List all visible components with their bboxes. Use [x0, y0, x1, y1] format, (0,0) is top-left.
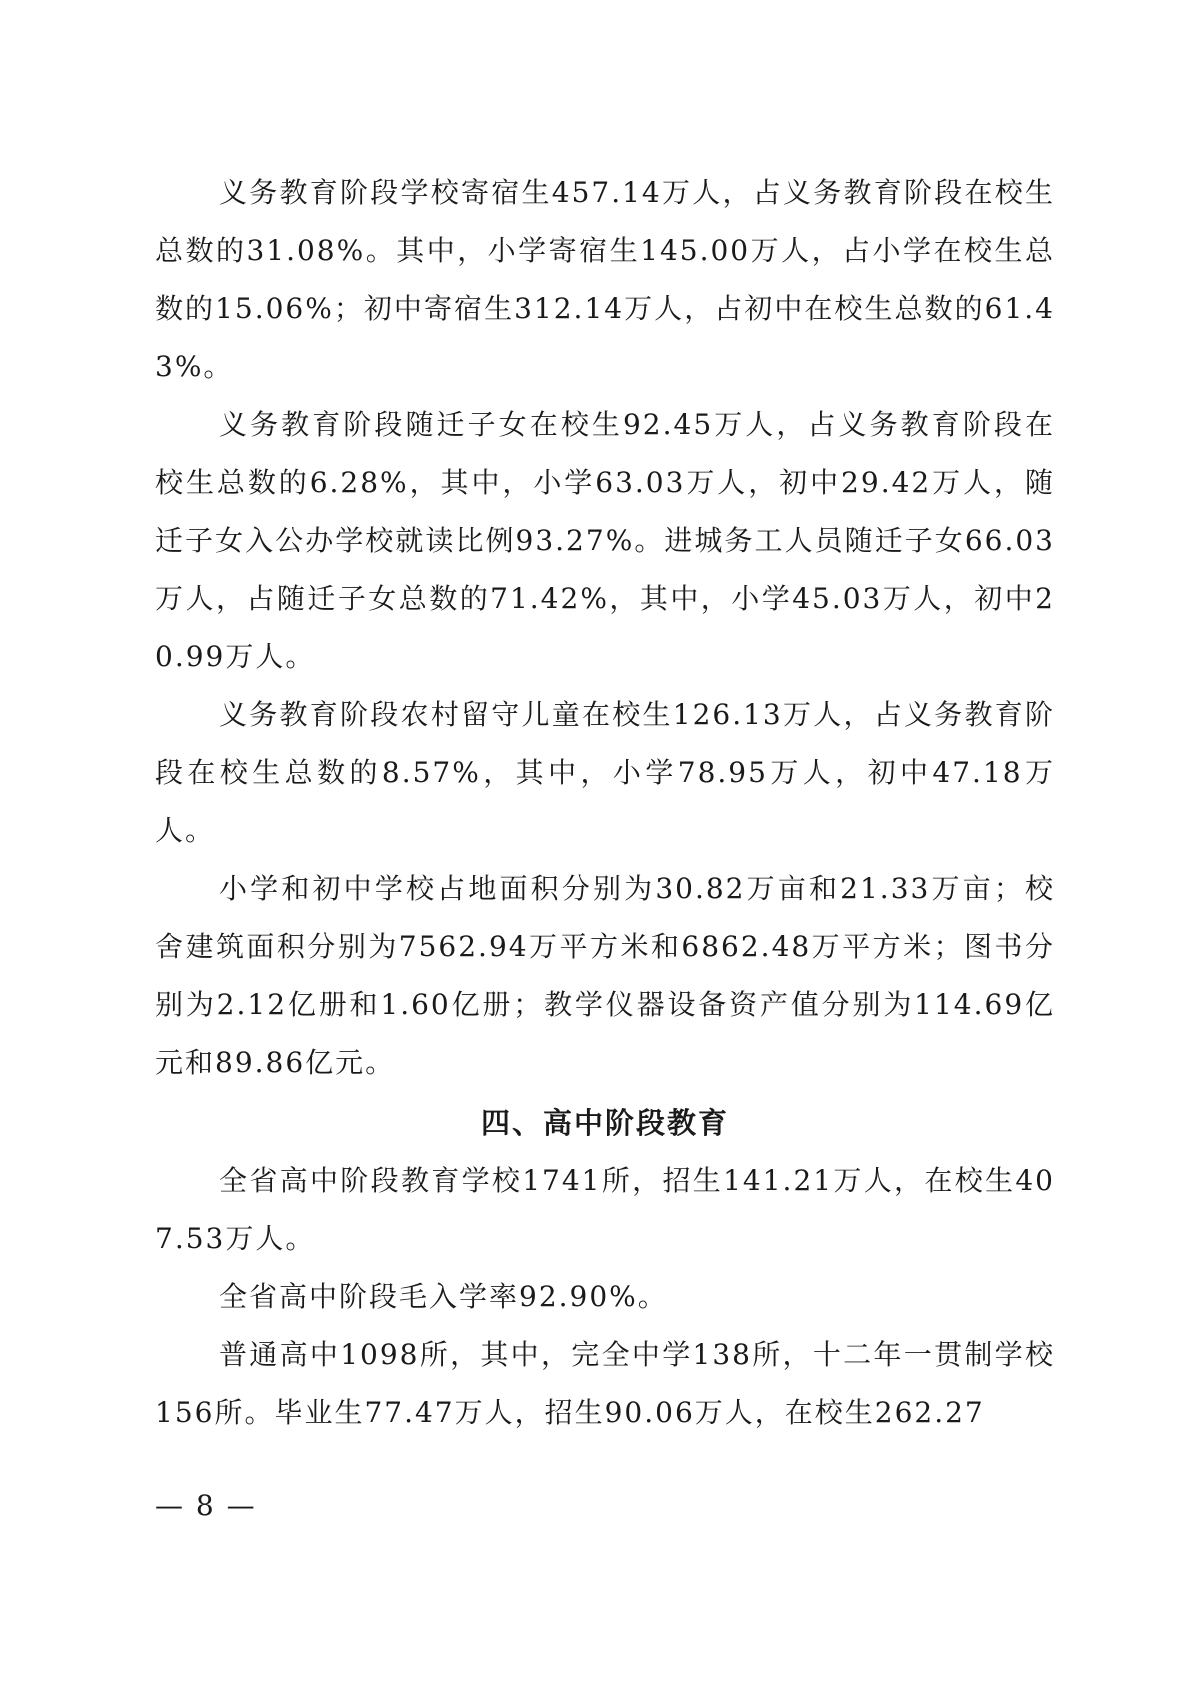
page-number: — 8 —	[155, 1489, 257, 1522]
paragraph-left-behind-children: 义务教育阶段农村留守儿童在校生126.13万人，占义务教育阶段在校生总数的8.57%，其中，小学78.95万人，初中47.18万人。	[155, 698, 1055, 847]
paragraph-boarding-students: 义务教育阶段学校寄宿生457.14万人，占义务教育阶段在校生总数的31.08%。其中，小学寄宿生145.00万人，占小学在校生总数的15.06%；初中寄宿生312.14万人，占初中在校生总数的61.43%。	[155, 176, 1055, 383]
paragraph-high-school-overview: 全省高中阶段教育学校1741所，招生141.21万人，在校生407.53万人。	[155, 1164, 1055, 1255]
paragraph-migrant-children: 义务教育阶段随迁子女在校生92.45万人，占义务教育阶段在校生总数的6.28%，其中，小学63.03万人，初中29.42万人，随迁子女入公办学校就读比例93.27%。进城务工人员随迁子女66.03万人，占随迁子女总数的71.42%，其中，小学45.03万人，初中20.99万人。	[155, 408, 1055, 673]
paragraph-enrollment-rate: 全省高中阶段毛入学率92.90%。	[219, 1280, 668, 1313]
paragraph-school-facilities: 小学和初中学校占地面积分别为30.82万亩和21.33万亩；校舍建筑面积分别为7562.94万平方米和6862.48万平方米；图书分别为2.12亿册和1.60亿册；教学仪器设备资产值分别为114.69亿元和89.86亿元。	[155, 872, 1055, 1079]
page-body	[155, 164, 1055, 1442]
paragraph-general-high-school: 普通高中1098所，其中，完全中学138所，十二年一贯制学校156所。毕业生77.47万人，招生90.06万人，在校生262.27	[155, 1338, 1055, 1429]
section-heading: 四、高中阶段教育	[480, 1106, 729, 1140]
